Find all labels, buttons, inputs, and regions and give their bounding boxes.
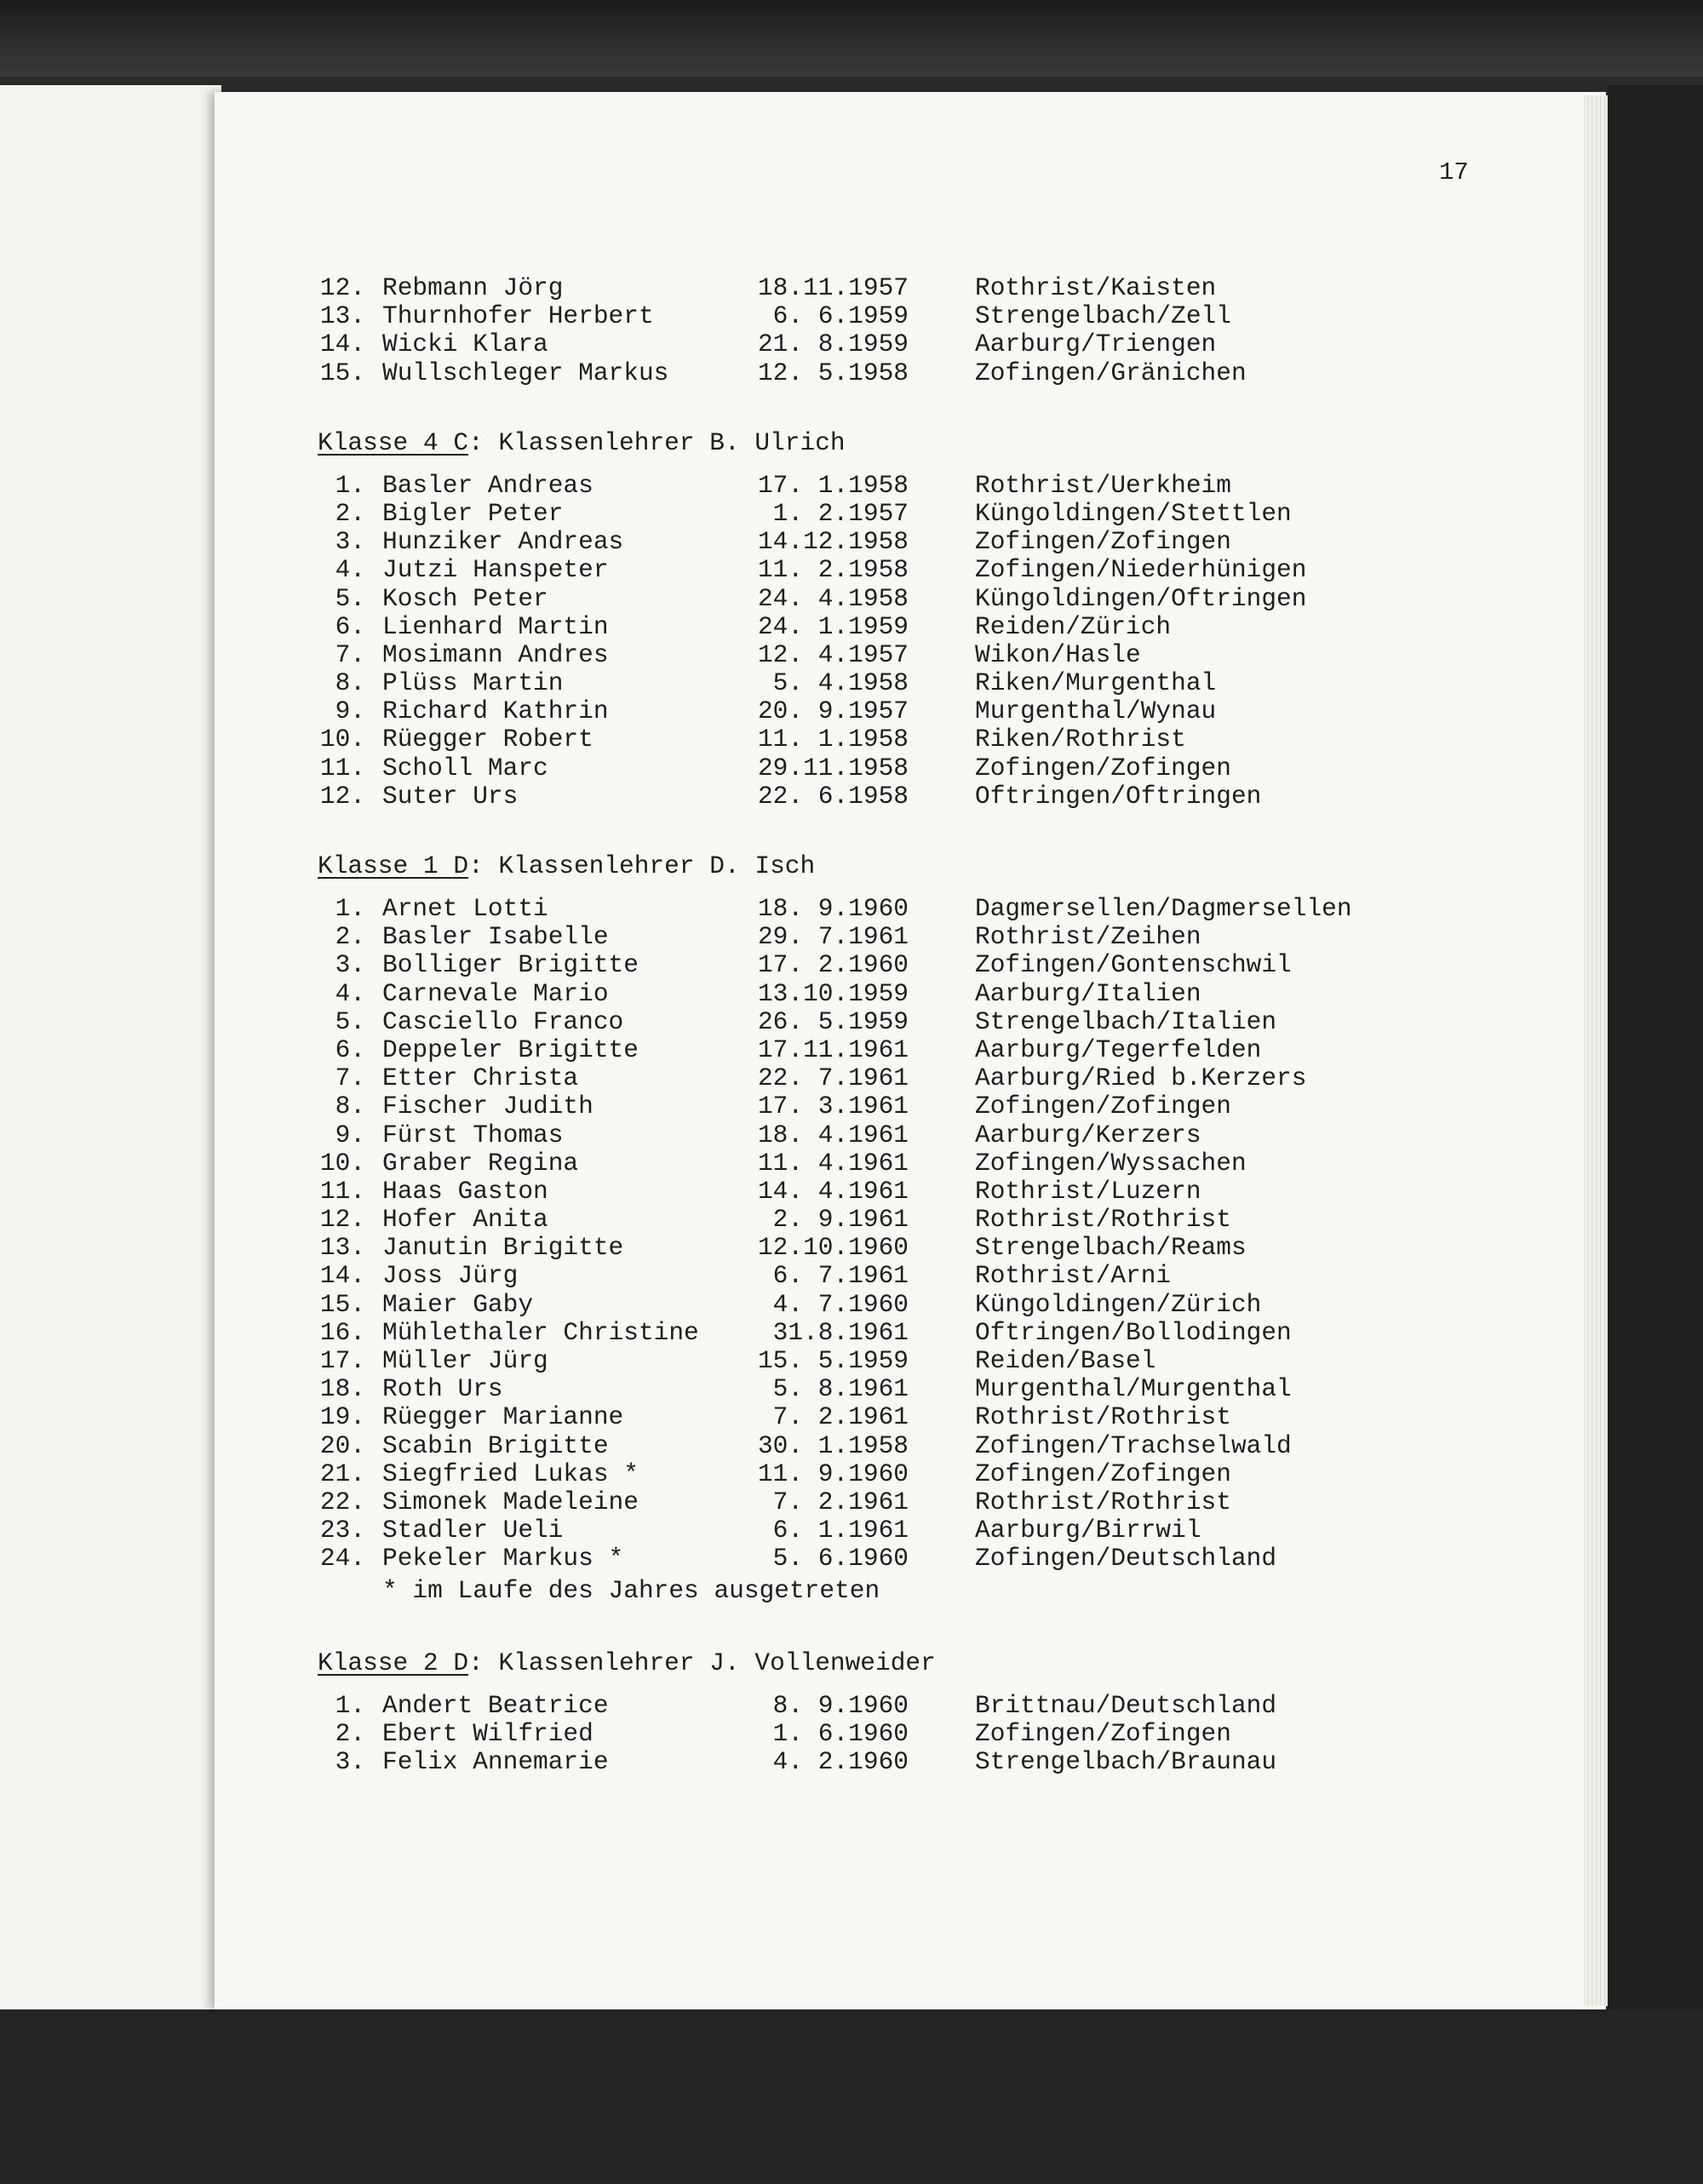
residence-origin: Oftringen/Oftringen (975, 781, 1262, 811)
student-name: Andert Beatrice (382, 1690, 609, 1720)
table-row (318, 1063, 1307, 1093)
birth-date: 1. 2.1957 (772, 498, 909, 528)
table-row (318, 1746, 1277, 1776)
residence-origin: Wikon/Hasle (975, 639, 1141, 669)
table-row (318, 1402, 1231, 1432)
residence-origin: Rothrist/Luzern (975, 1176, 1201, 1206)
residence-origin: Zofingen/Zofingen (975, 1092, 1231, 1121)
birth-date: 11. 2.1958 (757, 555, 909, 585)
table-row (318, 1690, 1277, 1720)
row-number: 11. (319, 1176, 365, 1206)
scan-background-bottom (0, 2009, 1703, 2184)
student-name: Roth Urs (382, 1374, 503, 1404)
student-name: Mühlethaler Christine (382, 1317, 699, 1347)
residence-origin: Küngoldingen/Oftringen (975, 583, 1307, 613)
birth-date: 17. 1.1958 (757, 470, 909, 500)
residence-origin: Aarburg/Triengen (975, 330, 1217, 359)
residence-origin: Rothrist/Zeihen (975, 922, 1201, 952)
residence-origin: Rothrist/Rothrist (975, 1402, 1231, 1432)
row-number: 6. (335, 1035, 365, 1064)
class-label: Klasse 4 C (318, 427, 469, 457)
row-number: 3. (335, 1746, 365, 1776)
row-number: 2. (335, 922, 365, 952)
table-row (318, 1120, 1201, 1149)
table-row (318, 358, 1247, 387)
section-gap (318, 811, 936, 851)
residence-origin: Küngoldingen/Zürich (975, 1289, 1262, 1319)
row-number: 18. (319, 1374, 365, 1404)
row-number: 2. (335, 1718, 365, 1748)
student-name: Fürst Thomas (382, 1120, 564, 1149)
table-row (318, 781, 1262, 811)
row-number: 5. (335, 1006, 365, 1036)
birth-date: 24. 4.1958 (757, 583, 909, 613)
row-number: 1. (335, 894, 365, 923)
row-number: 1. (335, 470, 365, 500)
student-name: Mosimann Andres (382, 639, 609, 669)
student-name: Rüegger Marianne (382, 1402, 624, 1432)
table-row (318, 527, 1231, 557)
student-name: Fischer Judith (382, 1092, 593, 1121)
class-lists (318, 273, 1352, 1776)
residence-origin: Zofingen/Deutschland (975, 1544, 1277, 1574)
birth-date: 12. 4.1957 (757, 639, 909, 669)
class-label: Klasse 1 D (318, 851, 469, 880)
residence-origin: Zofingen/Zofingen (975, 753, 1231, 782)
heading-gap (318, 457, 936, 472)
row-number: 16. (319, 1317, 365, 1347)
table-row (318, 1516, 1201, 1545)
row-number: 13. (319, 301, 365, 331)
heading-gap (318, 880, 936, 895)
birth-date: 17. 3.1961 (757, 1092, 909, 1121)
student-name: Scabin Brigitte (382, 1430, 609, 1460)
facing-page-edge (0, 85, 221, 2009)
row-number: 3. (335, 527, 365, 557)
residence-origin: Aarburg/Ried b.Kerzers (975, 1063, 1307, 1093)
student-name: Carnevale Mario (382, 978, 609, 1008)
table-row (318, 1233, 1247, 1263)
student-name: Casciello Franco (382, 1006, 624, 1036)
row-number: 13. (319, 1233, 365, 1263)
section-gap (318, 387, 936, 428)
class-label: Klasse 2 D (318, 1648, 469, 1677)
residence-origin: Riken/Murgenthal (975, 668, 1217, 698)
birth-date: 12.10.1960 (757, 1233, 909, 1263)
table-row (318, 1459, 1231, 1488)
birth-date: 11. 1.1958 (757, 725, 909, 754)
row-number: 3. (335, 950, 365, 980)
student-name: Stadler Ueli (382, 1516, 564, 1545)
table-row (318, 301, 1231, 331)
birth-date: 4. 2.1960 (772, 1746, 909, 1776)
row-number: 8. (335, 668, 365, 698)
row-number: 10. (319, 725, 365, 754)
student-name: Etter Christa (382, 1063, 579, 1093)
student-name: Wullschleger Markus (382, 358, 669, 387)
residence-origin: Rothrist/Rothrist (975, 1487, 1231, 1516)
residence-origin: Zofingen/Zofingen (975, 1718, 1231, 1748)
table-row (318, 950, 1292, 980)
residence-origin: Rothrist/Kaisten (975, 273, 1217, 302)
birth-date: 17.11.1961 (757, 1035, 909, 1064)
row-number: 20. (319, 1430, 365, 1460)
residence-origin: Zofingen/Gränichen (975, 358, 1247, 387)
class-heading (318, 428, 936, 457)
row-number: 1. (335, 1690, 365, 1720)
birth-date: 11. 4.1961 (757, 1148, 909, 1178)
student-name: Wicki Klara (382, 330, 548, 359)
birth-date: 8. 9.1960 (772, 1690, 909, 1720)
class-heading (318, 851, 936, 880)
residence-origin: Murgenthal/Murgenthal (975, 1374, 1292, 1404)
table-row (318, 583, 1307, 613)
birth-date: 6. 7.1961 (772, 1261, 909, 1291)
residence-origin: Zofingen/Trachselwald (975, 1430, 1292, 1460)
row-number: 14. (319, 330, 365, 359)
student-name: Rüegger Robert (382, 725, 593, 754)
student-name: Janutin Brigitte (382, 1233, 624, 1263)
residence-origin: Zofingen/Gontenschwil (975, 950, 1292, 980)
student-name: Simonek Madeleine (382, 1487, 639, 1516)
table-row (318, 725, 1186, 754)
table-row (318, 1035, 1262, 1064)
residence-origin: Strengelbach/Braunau (975, 1746, 1277, 1776)
table-row (318, 1487, 1231, 1516)
residence-origin: Rothrist/Rothrist (975, 1205, 1231, 1235)
residence-origin: Riken/Rothrist (975, 725, 1186, 754)
residence-origin: Oftringen/Bollodingen (975, 1317, 1292, 1347)
birth-date: 11. 9.1960 (757, 1459, 909, 1488)
birth-date: 6. 1.1961 (772, 1516, 909, 1545)
residence-origin: Rothrist/Arni (975, 1261, 1172, 1291)
residence-origin: Aarburg/Birrwil (975, 1516, 1201, 1545)
table-row (318, 894, 1352, 923)
student-name: Richard Kathrin (382, 696, 609, 726)
residence-origin: Zofingen/Zofingen (975, 527, 1231, 557)
table-row (318, 611, 1172, 641)
scan-background-right (1608, 85, 1703, 2184)
birth-date: 24. 1.1959 (757, 611, 909, 641)
table-row (318, 1148, 1247, 1178)
table-row (318, 978, 1201, 1008)
table-row (318, 1205, 1231, 1235)
row-number: 6. (335, 611, 365, 641)
class-teacher: : Klassenlehrer D. Isch (468, 851, 816, 880)
page-number: 17 (1439, 158, 1469, 186)
residence-origin: Küngoldingen/Stettlen (975, 498, 1292, 528)
row-number: 21. (319, 1459, 365, 1488)
birth-date: 12. 5.1958 (757, 358, 909, 387)
heading-gap (318, 1677, 936, 1692)
student-name: Ebert Wilfried (382, 1718, 593, 1748)
birth-date: 18. 4.1961 (757, 1120, 909, 1149)
table-row (318, 1374, 1292, 1404)
birth-date: 1. 6.1960 (772, 1718, 909, 1748)
residence-origin: Aarburg/Tegerfelden (975, 1035, 1262, 1064)
table-row (318, 1430, 1292, 1460)
table-row (318, 1176, 1201, 1206)
birth-date: 17. 2.1960 (757, 950, 909, 980)
row-number: 22. (319, 1487, 365, 1516)
birth-date: 18.11.1957 (757, 273, 909, 302)
row-number: 15. (319, 358, 365, 387)
row-number: 23. (319, 1516, 365, 1545)
birth-date: 6. 6.1959 (772, 301, 909, 331)
birth-date: 21. 8.1959 (757, 330, 909, 359)
student-name: Felix Annemarie (382, 1746, 609, 1776)
student-name: Siegfried Lukas * (382, 1459, 639, 1488)
student-name: Suter Urs (382, 781, 519, 811)
table-row (318, 498, 1292, 528)
row-number: 7. (335, 639, 365, 669)
class-heading (318, 1648, 936, 1677)
row-number: 4. (335, 978, 365, 1008)
table-row (318, 1006, 1277, 1036)
student-name: Thurnhofer Herbert (382, 301, 654, 331)
row-number: 12. (319, 781, 365, 811)
birth-date: 13.10.1959 (757, 978, 909, 1008)
residence-origin: Strengelbach/Italien (975, 1006, 1277, 1036)
row-number: 7. (335, 1063, 365, 1093)
birth-date: 22. 6.1958 (757, 781, 909, 811)
student-name: Scholl Marc (382, 753, 548, 782)
student-name: Müller Jürg (382, 1346, 548, 1375)
table-row (318, 668, 1217, 698)
student-name: Bigler Peter (382, 498, 564, 528)
student-name: Lienhard Martin (382, 611, 609, 641)
student-name: Maier Gaby (382, 1289, 534, 1319)
table-row (318, 1544, 1277, 1574)
birth-date: 22. 7.1961 (757, 1063, 909, 1093)
residence-origin: Rothrist/Uerkheim (975, 470, 1231, 500)
student-name: Arnet Lotti (382, 894, 548, 923)
footnote: * im Laufe des Jahres ausgetreten (382, 1575, 880, 1605)
residence-origin: Zofingen/Niederhünigen (975, 555, 1307, 585)
row-number: 12. (319, 273, 365, 302)
student-name: Kosch Peter (382, 583, 548, 613)
birth-date: 20. 9.1957 (757, 696, 909, 726)
student-name: Haas Gaston (382, 1176, 548, 1206)
table-row (318, 753, 1231, 782)
row-number: 17. (319, 1346, 365, 1375)
residence-origin: Aarburg/Italien (975, 978, 1201, 1008)
student-name: Hofer Anita (382, 1205, 548, 1235)
student-name: Basler Andreas (382, 470, 593, 500)
row-number: 10. (319, 1148, 365, 1178)
student-name: Pekeler Markus * (382, 1544, 624, 1574)
row-number: 15. (319, 1289, 365, 1319)
birth-date: 14. 4.1961 (757, 1176, 909, 1206)
row-number: 19. (319, 1402, 365, 1432)
residence-origin: Strengelbach/Reams (975, 1233, 1247, 1263)
class-teacher: : Klassenlehrer J. Vollenweider (468, 1648, 936, 1677)
row-number: 8. (335, 1092, 365, 1121)
residence-origin: Reiden/Basel (975, 1346, 1156, 1375)
birth-date: 29. 7.1961 (757, 922, 909, 952)
class-teacher: : Klassenlehrer B. Ulrich (468, 427, 846, 457)
table-row (318, 330, 1217, 359)
table-row (318, 1261, 1172, 1291)
student-name: Basler Isabelle (382, 922, 609, 952)
birth-date: 2. 9.1961 (772, 1205, 909, 1235)
birth-date: 29.11.1958 (757, 753, 909, 782)
table-row (318, 1317, 1292, 1347)
table-row (318, 470, 1231, 500)
student-name: Plüss Martin (382, 668, 564, 698)
row-number: 4. (335, 555, 365, 585)
page-stack-edge (1584, 95, 1608, 2006)
birth-date: 5. 4.1958 (772, 668, 909, 698)
table-row (318, 696, 1217, 726)
student-name: Deppeler Brigitte (382, 1035, 639, 1064)
birth-date: 31.8.1961 (772, 1317, 909, 1347)
table-row (318, 1092, 1231, 1121)
birth-date: 4. 7.1960 (772, 1289, 909, 1319)
residence-origin: Strengelbach/Zell (975, 301, 1231, 331)
row-number: 2. (335, 498, 365, 528)
birth-date: 5. 8.1961 (772, 1374, 909, 1404)
student-name: Graber Regina (382, 1148, 579, 1178)
row-number: 5. (335, 583, 365, 613)
birth-date: 15. 5.1959 (757, 1346, 909, 1375)
birth-date: 18. 9.1960 (757, 894, 909, 923)
row-number: 24. (319, 1544, 365, 1574)
table-row (318, 555, 1307, 585)
student-name: Joss Jürg (382, 1261, 519, 1291)
residence-origin: Aarburg/Kerzers (975, 1120, 1201, 1149)
residence-origin: Dagmersellen/Dagmersellen (975, 894, 1352, 923)
birth-date: 7. 2.1961 (772, 1402, 909, 1432)
table-row (318, 1346, 1156, 1375)
birth-date: 14.12.1958 (757, 527, 909, 557)
residence-origin: Brittnau/Deutschland (975, 1690, 1277, 1720)
table-row (318, 639, 1141, 669)
row-number: 9. (335, 1120, 365, 1149)
birth-date: 30. 1.1958 (757, 1430, 909, 1460)
residence-origin: Murgenthal/Wynau (975, 696, 1217, 726)
residence-origin: Zofingen/Zofingen (975, 1459, 1231, 1488)
residence-origin: Reiden/Zürich (975, 611, 1172, 641)
student-name: Bolliger Brigitte (382, 950, 639, 980)
section-gap (318, 1608, 936, 1648)
table-row (318, 922, 1201, 952)
birth-date: 26. 5.1959 (757, 1006, 909, 1036)
residence-origin: Zofingen/Wyssachen (975, 1148, 1247, 1178)
table-row (318, 1718, 1231, 1748)
row-number: 12. (319, 1205, 365, 1235)
row-number: 9. (335, 696, 365, 726)
row-number: 11. (319, 753, 365, 782)
scan-background-top (0, 0, 1703, 77)
student-name: Jutzi Hanspeter (382, 555, 609, 585)
table-row (318, 1289, 1262, 1319)
student-name: Rebmann Jörg (382, 273, 564, 302)
birth-date: 5. 6.1960 (772, 1544, 909, 1574)
table-row (318, 273, 1217, 302)
row-number: 14. (319, 1261, 365, 1291)
student-name: Hunziker Andreas (382, 527, 624, 557)
birth-date: 7. 2.1961 (772, 1487, 909, 1516)
